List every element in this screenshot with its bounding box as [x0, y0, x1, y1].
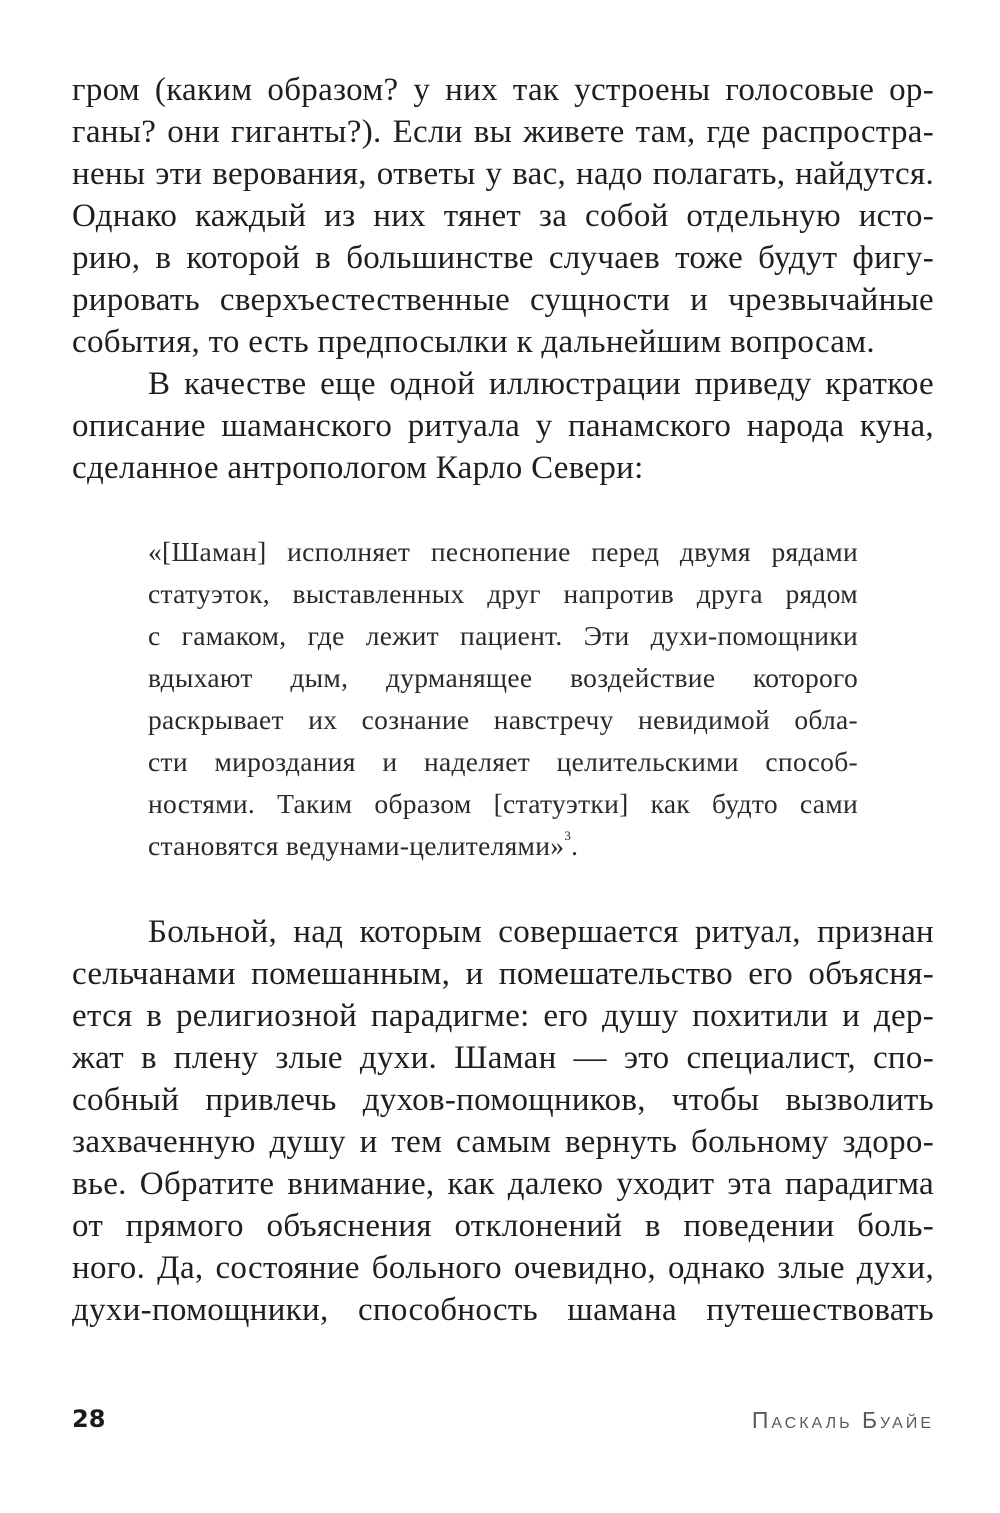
text-line: собный привлечь духов-помощников, чтобы вызволить	[72, 1082, 934, 1118]
quote-line: ностями. Таким образом [статуэтки] как будто сами	[148, 788, 858, 819]
quote-line: с гамаком, где лежит пациент. Эти духи-помощники	[148, 620, 858, 651]
text-line: ного. Да, состояние больного очевидно, однако злые духи,	[72, 1250, 934, 1286]
text-line: сельчанами помешанным, и помешательство его объясня-	[72, 956, 934, 992]
text-line: рировать сверхъестественные сущности и чрезвычайные	[72, 282, 934, 318]
quote-line: статуэток, выставленных друг напротив друга рядом	[148, 578, 858, 609]
running-head: Паскаль Буайе	[751, 1407, 934, 1433]
text-line: нены эти верования, ответы у вас, надо полагать, найдутся.	[72, 156, 934, 192]
text-line: жат в плену злые духи. Шаман — это специалист, спо-	[72, 1040, 934, 1076]
footnote-marker[interactable]: 3	[564, 828, 572, 843]
text-line: гром (каким образом? у них так устроены голосовые ор-	[72, 72, 934, 108]
quote-line: вдыхают дым, дурманящее воздействие которого	[148, 662, 858, 693]
text-line: Больной, над которым совершается ритуал, признан	[148, 914, 934, 950]
text-line: сделанное антропологом Карло Севери:	[72, 450, 644, 486]
text-line: вье. Обратите внимание, как далеко уходит эта парадигма	[72, 1166, 934, 1202]
text-line: от прямого объяснения отклонений в поведении боль-	[72, 1208, 934, 1244]
quote-last-text: становятся ведунами-целителями»	[148, 830, 565, 861]
text-line: ганы? они гиганты?). Если вы живете там, где распростра-	[72, 114, 934, 150]
text-line: ется в религиозной парадигме: его душу похитили и дер-	[72, 998, 934, 1034]
quote-line	[148, 830, 578, 862]
page-number: 28	[72, 1405, 106, 1433]
text-line: духи-помощники, способность шамана путешествовать	[72, 1292, 934, 1328]
text-line: события, то есть предпосылки к дальнейшим вопросам.	[72, 324, 875, 360]
text-line: описание шаманского ритуала у панамского народа куна,	[72, 408, 934, 444]
text-line: захваченную душу и тем самым вернуть больному здоро-	[72, 1124, 934, 1160]
quote-line: раскрывает их сознание навстречу невидимой обла-	[148, 704, 858, 735]
quote-line: «[Шаман] исполняет песнопение перед двумя рядами	[148, 536, 858, 567]
quote-end-punct: .	[571, 830, 579, 861]
text-line: рию, в которой в большинстве случаев тоже будут фигу-	[72, 240, 934, 276]
text-line: Однако каждый из них тянет за собой отдельную исто-	[72, 198, 934, 234]
text-line: В качестве еще одной иллюстрации приведу краткое	[148, 366, 934, 402]
quote-line: сти мироздания и наделяет целительскими способ-	[148, 746, 858, 777]
